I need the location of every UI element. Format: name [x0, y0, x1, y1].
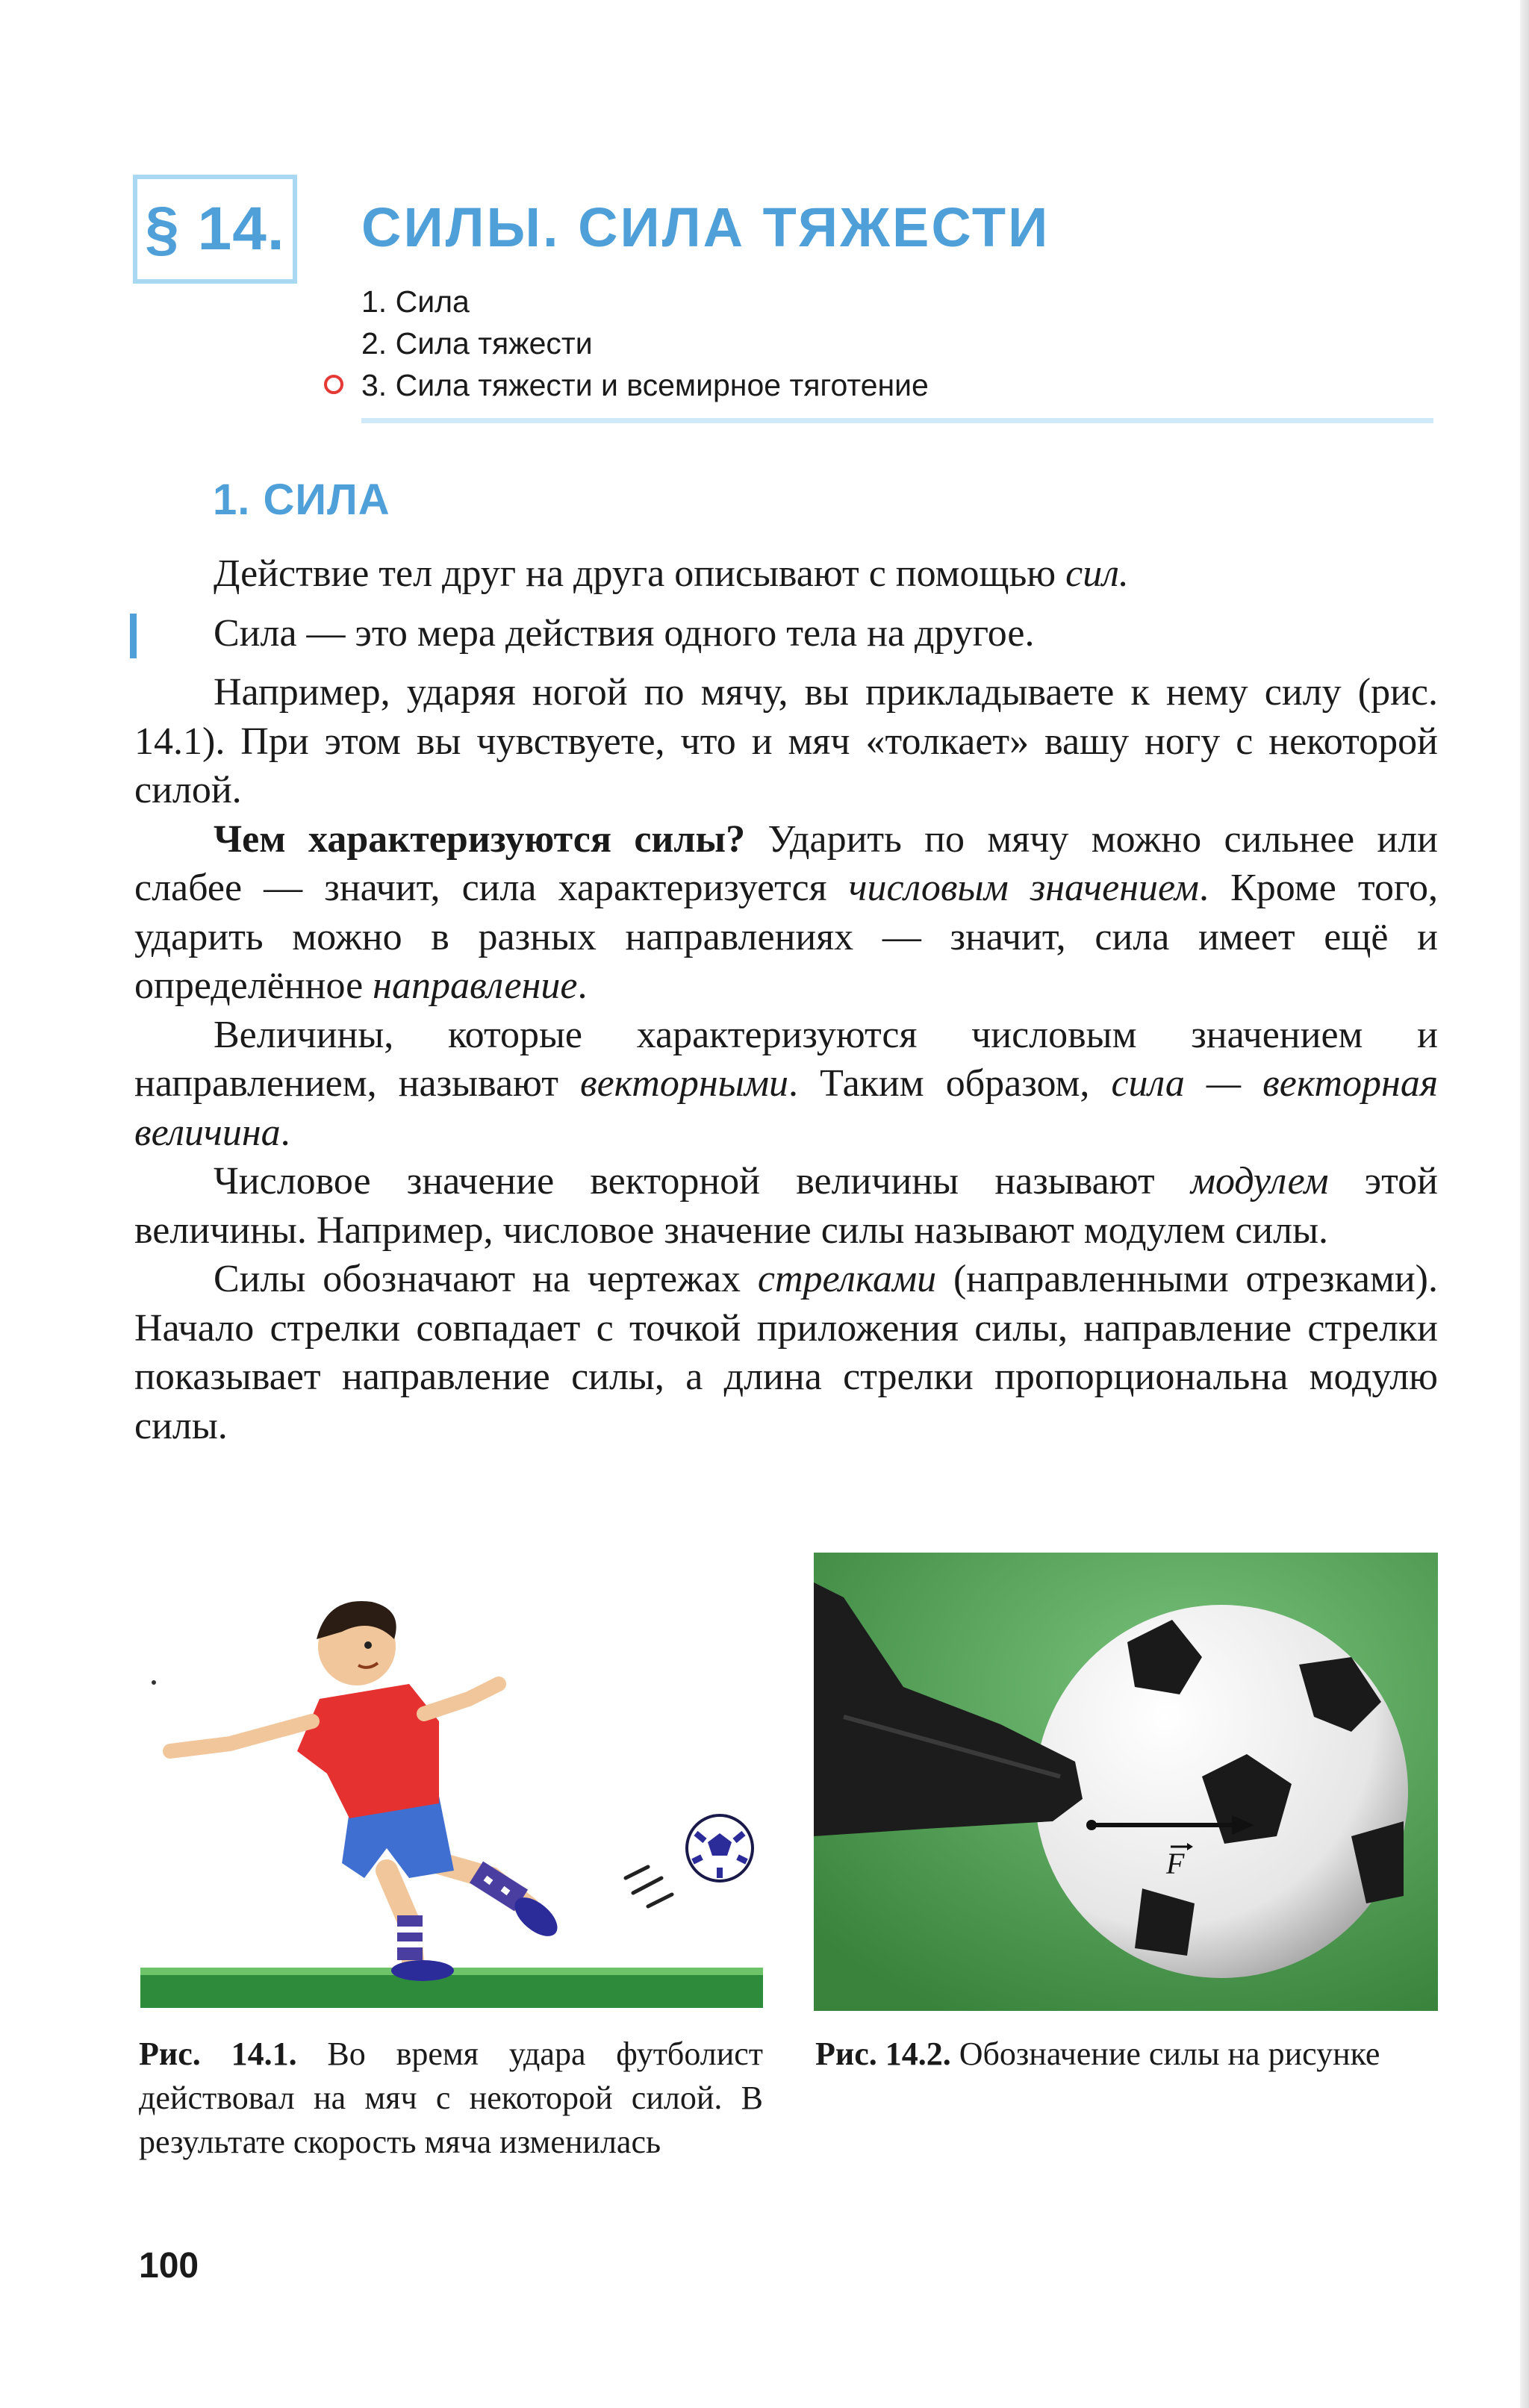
section-heading: 1. СИЛА: [213, 475, 390, 524]
figure-2-caption: Рис. 14.2. Обозначение силы на рисунке: [815, 2036, 1380, 2072]
chapter-title: СИЛЫ. СИЛА ТЯЖЕСТИ: [361, 196, 1050, 258]
paragraph-3: Чем характеризуются силы? Ударить по мячу можно сильнее или слабее — значит, сила характеризуется числовым значением. Кроме того, ударить можно в разных направлениях — значит, сила имеет ещё и определённое направление.: [134, 817, 1439, 1007]
paragraph-1: Действие тел друг на друга описывают с помощью сил.: [214, 552, 1129, 595]
page-edge: [1520, 0, 1529, 2408]
body-text: [134, 549, 1438, 1450]
definition-marker: [130, 614, 137, 658]
section-number-box: [133, 175, 297, 284]
section-contents: [361, 281, 929, 406]
paragraph-4: Величины, которые характеризуются числовым значением и направлением, называют векторными. Таким образом, сила — векторная величина.: [134, 1013, 1438, 1154]
paragraph-5: Числовое значение векторной величины называют модулем этой величины. Например, числовое значение силы называют модулем силы.: [134, 1160, 1438, 1252]
toc-item-1: 1. Сила: [361, 284, 470, 319]
force-vector-photo: [814, 1553, 1438, 2011]
definition-paragraph: Сила — это мера действия одного тела на другое.: [134, 609, 1438, 658]
header-divider: [361, 418, 1433, 423]
toc-item-2: 2. Сила тяжести: [361, 326, 593, 361]
paragraph-6: Силы обозначают на чертежах стрелками (направленными отрезками). Начало стрелки совпадает с точкой приложения силы, направление стрелки показывает направление силы, а длина стрелки пропорциональна модулю силы.: [134, 1258, 1439, 1447]
section-number: § 14.: [145, 195, 285, 263]
page-number: 100: [139, 2246, 199, 2286]
paragraph-2: Например, ударяя ногой по мячу, вы прикладываете к нему силу (рис. 14.1). При этом вы чувствуете, что и мяч «толкает» вашу ногу с некоторой силой.: [134, 671, 1438, 811]
footballer-illustration: [140, 1550, 763, 2008]
toc-item-3: 3. Сила тяжести и всемирное тяготение: [361, 364, 929, 406]
circle-marker-icon: [324, 375, 343, 394]
force-label: F: [1166, 1847, 1185, 1880]
figure-1-caption: Рис. 14.1. Во время удара футболист действовал на мяч с некоторой силой. В результате скорость мяча изменилась: [139, 2036, 764, 2160]
